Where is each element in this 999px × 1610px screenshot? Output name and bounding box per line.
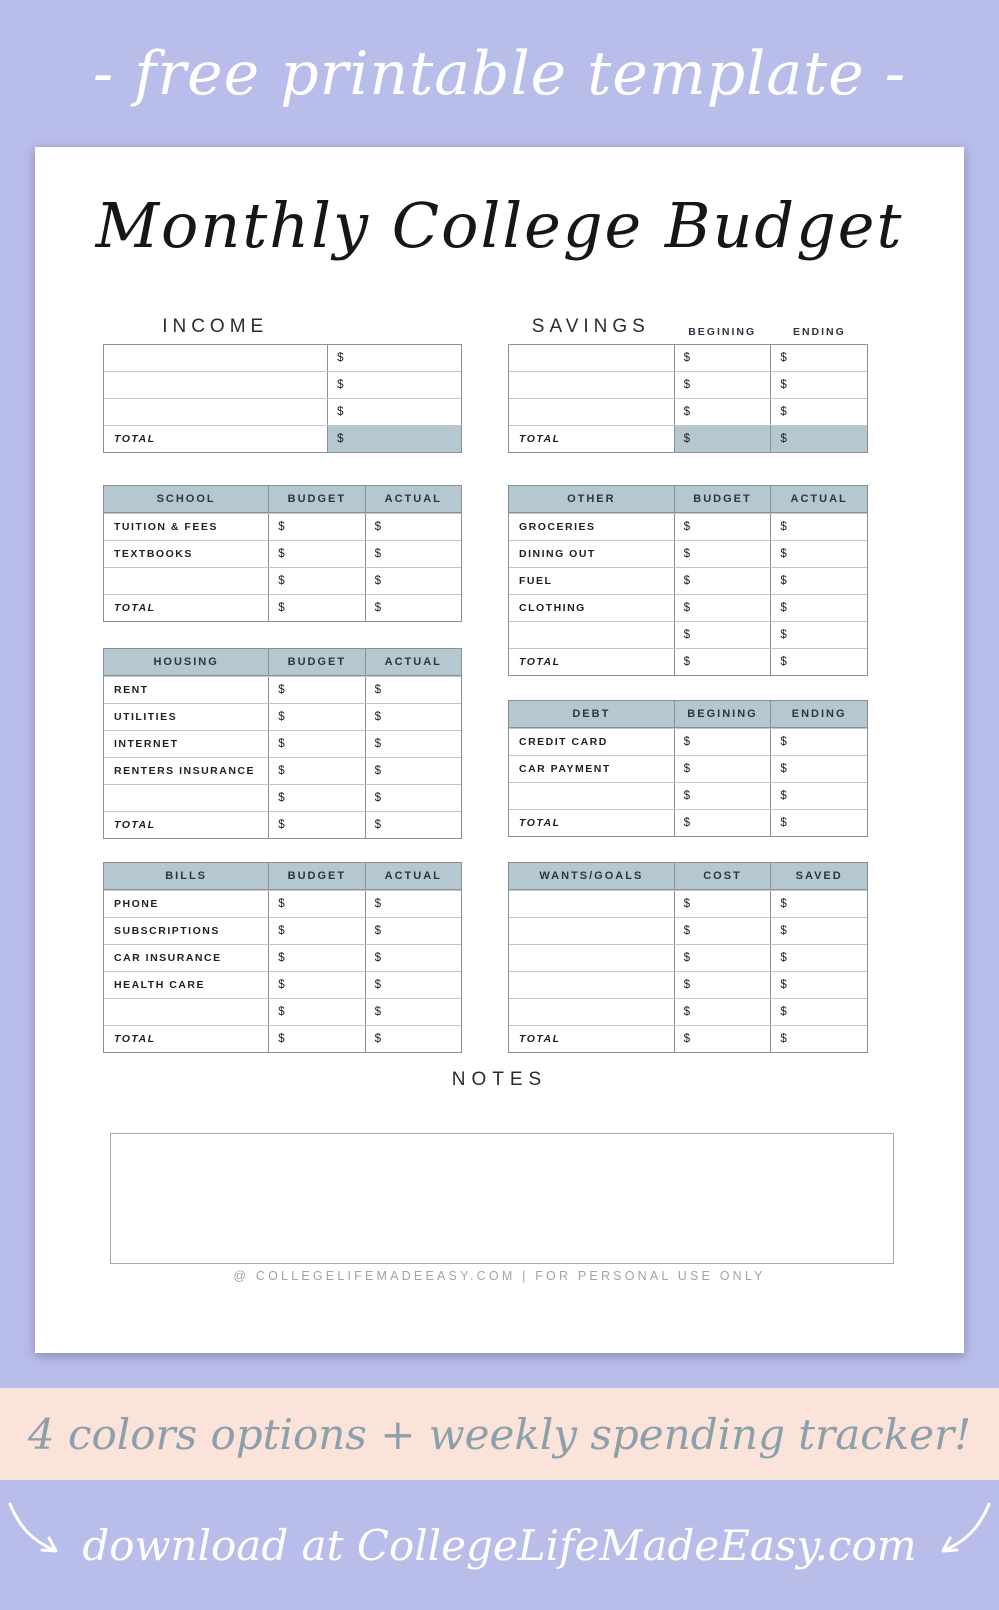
school-section [103, 485, 462, 622]
table-total-row [104, 425, 461, 452]
table-header-row [104, 649, 461, 676]
table-row [104, 703, 461, 730]
amount-cell: $ [770, 568, 867, 594]
row-label [509, 372, 674, 398]
amount-cell: $ [674, 372, 771, 398]
amount-cell: $ [770, 1026, 867, 1052]
table-row [509, 594, 867, 621]
wants-goals-section [508, 862, 868, 1053]
table-row [104, 567, 461, 594]
amount-cell: $ [365, 999, 461, 1025]
amount-cell: $ [674, 514, 771, 540]
row-label: TOTAL [519, 1033, 561, 1045]
amount-cell: $ [770, 372, 867, 398]
amount-cell: $ [674, 999, 771, 1025]
amount-cell: $ [674, 891, 771, 917]
income-table [103, 344, 462, 453]
amount-cell: $ [327, 345, 461, 371]
amount-cell: $ [674, 649, 771, 675]
notes-box [110, 1133, 894, 1264]
table-header-cell: ACTUAL [770, 486, 867, 512]
table-row [509, 398, 867, 425]
amount-cell: $ [674, 945, 771, 971]
row-label: RENTERS INSURANCE [114, 765, 256, 777]
row-label [104, 372, 327, 398]
housing-section [103, 648, 462, 839]
amount-cell: $ [770, 945, 867, 971]
table-header-cell: HOUSING [153, 656, 219, 668]
amount-cell: $ [365, 731, 461, 757]
table-row [509, 345, 867, 371]
amount-cell: $ [770, 514, 867, 540]
amount-cell: $ [268, 704, 364, 730]
row-label [509, 999, 674, 1025]
table-header-cell: BUDGET [268, 863, 364, 889]
row-label: SUBSCRIPTIONS [114, 925, 220, 937]
table-header-cell: COST [674, 863, 771, 889]
amount-cell: $ [674, 1026, 771, 1052]
table-row [509, 782, 867, 809]
row-label: DINING OUT [519, 548, 596, 560]
middle-banner-text: 4 colors options + weekly spending tracker! [27, 1409, 972, 1459]
row-label: PHONE [114, 898, 159, 910]
amount-cell: $ [327, 372, 461, 398]
top-banner-text: - free printable template - [92, 38, 907, 109]
amount-cell: $ [268, 945, 364, 971]
row-label: TOTAL [519, 656, 561, 668]
amount-cell: $ [365, 891, 461, 917]
table-row [104, 917, 461, 944]
amount-cell: $ [674, 972, 771, 998]
amount-cell: $ [268, 999, 364, 1025]
table-row [104, 890, 461, 917]
amount-cell: $ [365, 568, 461, 594]
notes-caption: NOTES [451, 1069, 548, 1090]
row-label: TEXTBOOKS [114, 548, 193, 560]
table-header-row [509, 486, 867, 513]
amount-cell: $ [770, 595, 867, 621]
amount-cell: $ [365, 758, 461, 784]
amount-cell: $ [365, 1026, 461, 1052]
amount-cell: $ [770, 810, 867, 836]
row-label: RENT [114, 684, 149, 696]
amount-cell: $ [365, 704, 461, 730]
table-row [104, 757, 461, 784]
amount-cell: $ [770, 426, 867, 452]
row-label [509, 972, 674, 998]
bills-section [103, 862, 462, 1053]
other-section [508, 485, 868, 676]
curved-arrow-left-icon [0, 1500, 66, 1563]
table-row [104, 971, 461, 998]
table-row [104, 513, 461, 540]
amount-cell: $ [674, 541, 771, 567]
other-table [508, 485, 868, 676]
table-total-row [104, 811, 461, 838]
amount-cell: $ [365, 595, 461, 621]
row-label: TOTAL [114, 1033, 156, 1045]
amount-cell: $ [268, 677, 364, 703]
amount-cell: $ [268, 595, 364, 621]
savings-table [508, 344, 868, 453]
income-section [103, 307, 462, 453]
table-row [104, 784, 461, 811]
debt-table [508, 700, 868, 837]
row-label: TOTAL [114, 819, 156, 831]
amount-cell: $ [770, 891, 867, 917]
row-label [104, 345, 327, 371]
row-label: CREDIT CARD [519, 736, 608, 748]
table-header-cell: ACTUAL [365, 863, 461, 889]
row-label [509, 622, 674, 648]
table-header-cell: SCHOOL [156, 493, 216, 505]
row-label [104, 999, 268, 1025]
amount-cell: $ [770, 399, 867, 425]
amount-cell: $ [674, 729, 771, 755]
amount-cell: $ [268, 785, 364, 811]
amount-cell: $ [674, 595, 771, 621]
table-total-row [104, 1025, 461, 1052]
amount-cell: $ [268, 891, 364, 917]
table-total-row [509, 809, 867, 836]
table-header-cell: SAVED [770, 863, 867, 889]
table-header-cell: DEBT [572, 708, 611, 720]
bottom-banner-text: download at CollegeLifeMadeEasy.com [82, 1520, 917, 1570]
row-label: UTILITIES [114, 711, 178, 723]
amount-cell: $ [365, 677, 461, 703]
table-row [104, 371, 461, 398]
row-label: TOTAL [519, 817, 561, 829]
row-label [509, 918, 674, 944]
row-label: TOTAL [114, 433, 156, 445]
row-label [509, 945, 674, 971]
amount-cell: $ [770, 972, 867, 998]
table-row [509, 755, 867, 782]
table-header-cell: OTHER [567, 493, 616, 505]
table-row [104, 944, 461, 971]
housing-table [103, 648, 462, 839]
amount-cell: $ [770, 729, 867, 755]
row-label: TOTAL [114, 602, 156, 614]
table-total-row [104, 594, 461, 621]
table-header-row [104, 863, 461, 890]
row-label: CAR PAYMENT [519, 763, 611, 775]
savings-section [508, 307, 868, 453]
debt-section [508, 700, 868, 837]
row-label [104, 785, 268, 811]
amount-cell: $ [770, 918, 867, 944]
amount-cell: $ [268, 918, 364, 944]
savings-ending-caption: ENDING [792, 326, 846, 338]
amount-cell: $ [365, 541, 461, 567]
table-total-row [509, 648, 867, 675]
table-header-cell: BUDGET [268, 486, 364, 512]
amount-cell: $ [770, 622, 867, 648]
amount-cell: $ [268, 758, 364, 784]
row-label: GROCERIES [519, 521, 596, 533]
budget-worksheet-page [35, 147, 964, 1353]
savings-begining-caption: BEGINING [688, 326, 757, 338]
amount-cell: $ [674, 622, 771, 648]
row-label: HEALTH CARE [114, 979, 205, 991]
amount-cell: $ [268, 514, 364, 540]
page-title: Monthly College Budget [95, 189, 904, 262]
row-label [509, 345, 674, 371]
row-label: FUEL [519, 575, 553, 587]
table-header-row [104, 486, 461, 513]
amount-cell: $ [268, 541, 364, 567]
row-label [104, 399, 327, 425]
amount-cell: $ [770, 783, 867, 809]
table-row [509, 621, 867, 648]
table-header-cell: BILLS [165, 870, 207, 882]
amount-cell: $ [268, 568, 364, 594]
savings-caption-row [508, 307, 868, 344]
school-table [103, 485, 462, 622]
amount-cell: $ [674, 918, 771, 944]
amount-cell: $ [327, 399, 461, 425]
amount-cell: $ [770, 999, 867, 1025]
row-label: TOTAL [519, 433, 561, 445]
amount-cell: $ [674, 568, 771, 594]
top-banner [0, 0, 999, 147]
amount-cell: $ [365, 812, 461, 838]
row-label: CLOTHING [519, 602, 586, 614]
amount-cell: $ [674, 426, 771, 452]
table-row [509, 998, 867, 1025]
amount-cell: $ [770, 649, 867, 675]
amount-cell: $ [268, 812, 364, 838]
table-row [509, 728, 867, 755]
amount-cell: $ [365, 945, 461, 971]
curved-arrow-right-icon [933, 1500, 999, 1563]
row-label: TUITION & FEES [114, 521, 218, 533]
amount-cell: $ [770, 345, 867, 371]
row-label: INTERNET [114, 738, 179, 750]
table-header-row [509, 863, 867, 890]
row-label [104, 568, 268, 594]
amount-cell: $ [770, 756, 867, 782]
table-header-cell: BEGINING [674, 701, 771, 727]
amount-cell: $ [674, 756, 771, 782]
table-total-row [509, 1025, 867, 1052]
row-label [509, 783, 674, 809]
amount-cell: $ [268, 731, 364, 757]
income-caption-row [103, 307, 462, 344]
amount-cell: $ [327, 426, 461, 452]
table-header-cell: BUDGET [268, 649, 364, 675]
table-header-cell: ACTUAL [365, 649, 461, 675]
table-row [509, 513, 867, 540]
amount-cell: $ [674, 345, 771, 371]
amount-cell: $ [365, 785, 461, 811]
table-row [104, 540, 461, 567]
amount-cell: $ [674, 810, 771, 836]
table-row [104, 676, 461, 703]
table-row [104, 998, 461, 1025]
table-row [509, 540, 867, 567]
income-caption: INCOME [162, 316, 269, 337]
row-label [509, 891, 674, 917]
table-total-row [509, 425, 867, 452]
table-row [509, 567, 867, 594]
middle-banner [0, 1388, 999, 1480]
table-header-row [509, 701, 867, 728]
amount-cell: $ [770, 541, 867, 567]
amount-cell: $ [365, 918, 461, 944]
table-header-cell: WANTS/GOALS [539, 870, 644, 882]
table-row [509, 371, 867, 398]
savings-caption: SAVINGS [531, 316, 650, 337]
table-header-cell: BUDGET [674, 486, 771, 512]
amount-cell: $ [365, 514, 461, 540]
row-label [509, 399, 674, 425]
bills-table [103, 862, 462, 1053]
page-footer-credit: @ COLLEGELIFEMADEEASY.COM | FOR PERSONAL USE ONLY [233, 1269, 766, 1283]
table-row [104, 398, 461, 425]
table-header-cell: ACTUAL [365, 486, 461, 512]
amount-cell: $ [268, 972, 364, 998]
table-row [104, 730, 461, 757]
amount-cell: $ [365, 972, 461, 998]
table-row [509, 890, 867, 917]
table-row [509, 971, 867, 998]
table-row [509, 944, 867, 971]
table-row [509, 917, 867, 944]
table-row [104, 345, 461, 371]
table-header-cell: ENDING [770, 701, 867, 727]
wants-goals-table [508, 862, 868, 1053]
amount-cell: $ [674, 783, 771, 809]
row-label: CAR INSURANCE [114, 952, 222, 964]
amount-cell: $ [674, 399, 771, 425]
amount-cell: $ [268, 1026, 364, 1052]
bottom-banner [0, 1480, 999, 1610]
